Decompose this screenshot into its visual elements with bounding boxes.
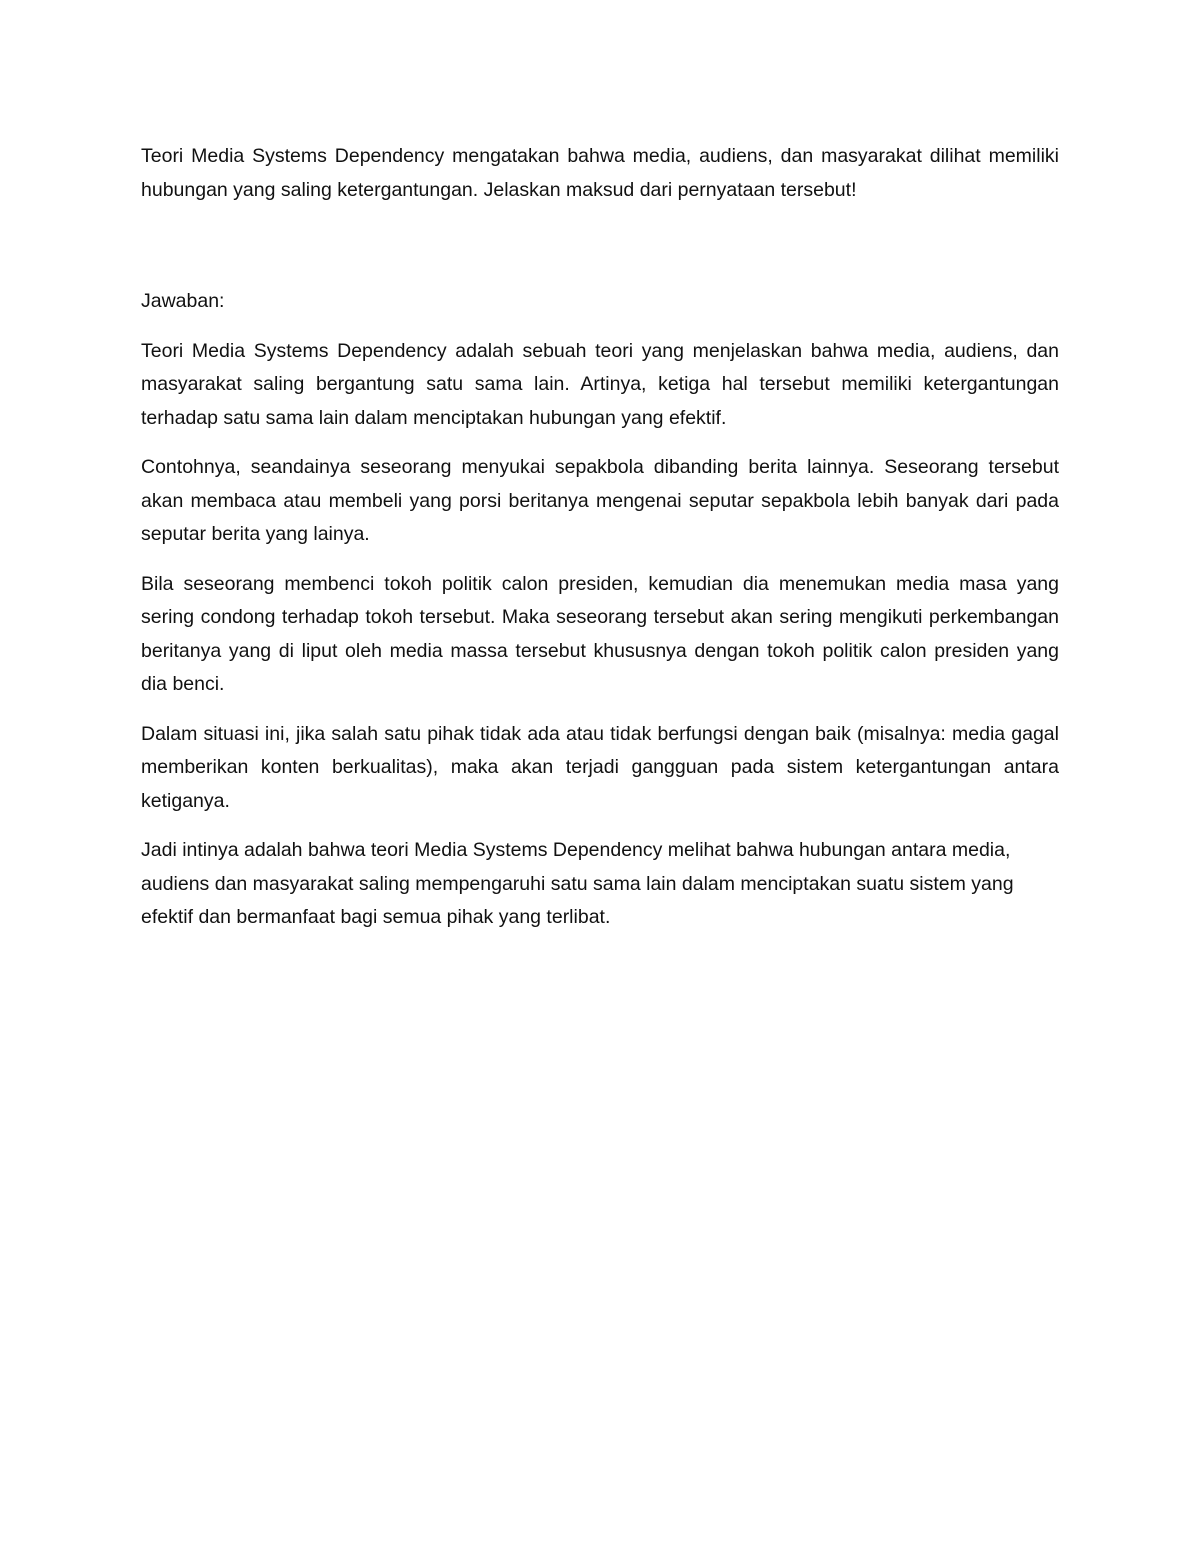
answer-label: Jawaban: <box>141 290 225 312</box>
answer-paragraph-disruption: Dalam situasi ini, jika salah satu pihak tidak ada atau tidak berfungsi dengan baik (misalnya: media gagal memberikan konten berkualitas), maka akan terjadi gangguan pada sistem ketergantungan antara ketiganya. <box>141 722 1059 812</box>
answer-paragraph-example-football: Contohnya, seandainya seseorang menyukai sepakbola dibanding berita lainnya. Seseorang tersebut akan membaca atau membeli yang porsi beritanya mengenai seputar sepakbola lebih banyak dari pada seputar berita yang lainya. <box>141 456 1059 545</box>
answer-paragraph-example-politics: Bila seseorang membenci tokoh politik calon presiden, kemudian dia menemukan media masa yang sering condong terhadap tokoh tersebut. Maka seseorang tersebut akan sering mengikuti perkembangan beritanya yang di liput oleh media massa tersebut khususnya dengan tokoh politik calon presiden yang dia benci. <box>141 572 1059 695</box>
question-text: Teori Media Systems Dependency mengatakan bahwa media, audiens, dan masyarakat dilihat memiliki hubungan yang saling ketergantungan. Jelaskan maksud dari pernyataan tersebut! <box>141 145 1059 201</box>
answer-paragraph-definition: Teori Media Systems Dependency adalah sebuah teori yang menjelaskan bahwa media, audiens, dan masyarakat saling bergantung satu sama lain. Artinya, ketiga hal tersebut memiliki ketergantungan terhadap satu sama lain dalam menciptakan hubungan yang efektif. <box>141 339 1059 429</box>
document-body <box>141 140 1059 951</box>
answer-paragraph-conclusion: Jadi intinya adalah bahwa teori Media Systems Dependency melihat bahwa hubungan antara media, audiens dan masyarakat saling mempengaruhi satu sama lain dalam menciptakan suatu sistem yang efektif dan bermanfaat bagi semua pihak yang terlibat. <box>141 839 1014 928</box>
